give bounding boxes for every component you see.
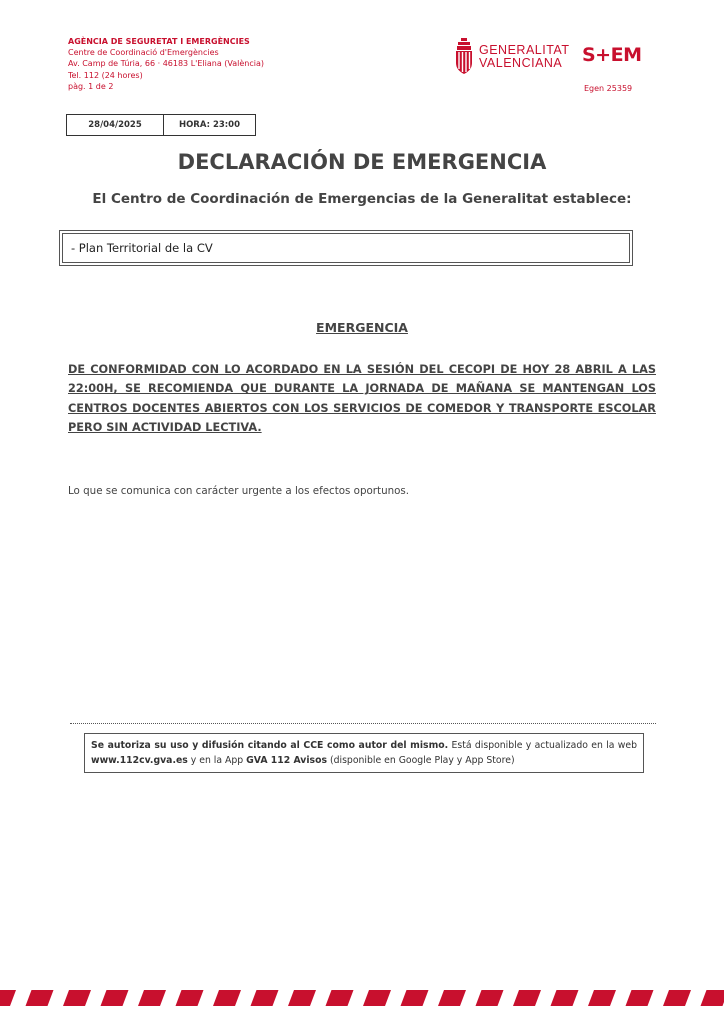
footer-stripe	[401, 990, 429, 1006]
gv-line2: VALENCIANA	[479, 56, 563, 70]
document-title: DECLARACIÓN DE EMERGENCIA	[177, 150, 547, 174]
notice-stores: (disponible en Google Play y App Store)	[327, 755, 515, 766]
page-number: pàg. 1 de 2	[68, 81, 114, 91]
usage-notice	[84, 733, 644, 773]
footer-stripe	[251, 990, 279, 1006]
notice-authorization: Se autoriza su uso y difusión citando al CCE como autor del mismo.	[91, 740, 449, 751]
footer-stripes	[0, 990, 724, 1006]
plan-text: - Plan Territorial de la CV	[62, 233, 630, 263]
closing-text: Lo que se comunica con carácter urgente a los efectos oportunos.	[68, 485, 410, 497]
footer-stripe	[63, 990, 91, 1006]
footer-stripe	[363, 990, 391, 1006]
footer-stripe	[588, 990, 616, 1006]
dotted-divider	[70, 723, 656, 724]
footer-stripe	[26, 990, 54, 1006]
footer-stripe	[176, 990, 204, 1006]
notice-web-link[interactable]: www.112cv.gva.es	[91, 755, 188, 766]
date-time-box	[66, 114, 256, 136]
notice-app-name: GVA 112 Avisos	[246, 755, 328, 766]
footer-stripe	[626, 990, 654, 1006]
phone: Tel. 112 (24 hores)	[68, 70, 143, 80]
footer-stripe	[0, 990, 16, 1006]
footer-stripe	[101, 990, 129, 1006]
notice-availability: Está disponible y actualizado en la web	[448, 740, 637, 751]
emergency-body: DE CONFORMIDAD CON LO ACORDADO EN LA SESIÓN DEL CECOPI DE HOY 28 ABRIL A LAS 22:00H, SE RECOMIENDA QUE DURANTE LA JORNADA DE MAÑANA SE MANTENGAN LOS CENTROS DOCENTES ABIERTOS CON LOS SERVICIOS DE COMEDOR Y TRANSPORTE ESCOLAR PERO SIN ACTIVIDAD LECTIVA.	[68, 363, 656, 434]
section-heading: EMERGENCIA	[316, 320, 408, 335]
document-subtitle: El Centro de Coordinación de Emergencias de la Generalitat establece:	[92, 191, 632, 207]
footer-stripe	[476, 990, 504, 1006]
footer-stripe	[551, 990, 579, 1006]
notice-app-intro: y en la App	[187, 755, 247, 766]
generalitat-logo	[455, 38, 569, 76]
agency-name: AGÈNCIA DE SEGURETAT I EMERGÈNCIES	[68, 37, 250, 46]
gv-line1: GENERALITAT	[479, 43, 570, 57]
agency-header	[68, 36, 264, 92]
footer-stripe	[138, 990, 166, 1006]
sem-logo: S+EM	[582, 44, 642, 66]
center-name: Centre de Coordinació d'Emergències	[68, 48, 219, 58]
time-cell: HORA: 23:00	[178, 120, 241, 130]
generalitat-emblem-icon	[455, 38, 473, 76]
footer-stripe	[438, 990, 466, 1006]
footer-stripe	[701, 990, 724, 1006]
address: Av. Camp de Túria, 66 · 46183 L'Eliana (València)	[68, 59, 264, 69]
footer-stripe	[288, 990, 316, 1006]
footer-stripe	[213, 990, 241, 1006]
egen-reference: Egen 25359	[584, 84, 633, 93]
footer-stripe	[513, 990, 541, 1006]
plan-box	[59, 230, 633, 266]
date-cell: 28/04/2025	[67, 115, 164, 135]
footer-stripe	[663, 990, 691, 1006]
footer-stripe	[326, 990, 354, 1006]
